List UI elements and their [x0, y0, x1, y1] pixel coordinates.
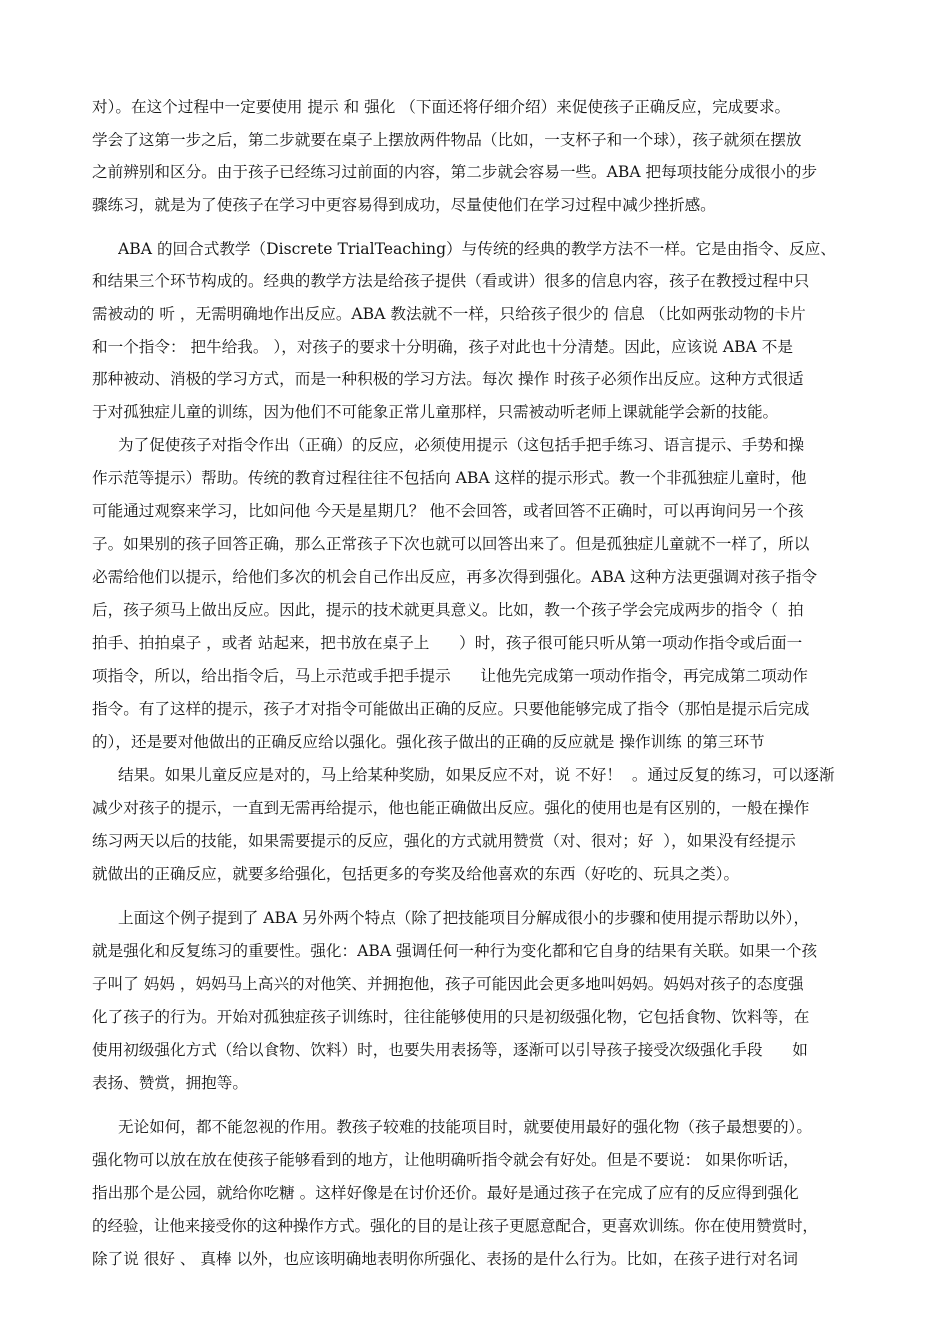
- text-line: 减少对孩子的提示，一直到无需再给提示，他也能正确做出反应。强化的使用也是有区别的，一般在操作: [92, 799, 810, 817]
- text-line: 和一个指令： 把牛给我。 ），对孩子的要求十分明确，孩子对此也十分清楚。因此，应该说 ABA 不是: [92, 338, 793, 356]
- text-line: ABA 的回合式教学（Discrete TrialTeaching）与传统的经典的教学方法不一样。它是由指令、反应、: [118, 240, 836, 258]
- text-line: 使用初级强化方式（给以食物、饮料）时，也要失用表扬等，逐渐可以引导孩子接受次级强化手段 如: [92, 1041, 808, 1059]
- text-line: 的），还是要对他做出的正确反应给以强化。强化孩子做出的正确的反应就是 操作训练 的第三环节: [92, 733, 765, 751]
- text-line: 化了孩子的行为。开始对孤独症孩子训练时，往往能够使用的只是初级强化物，它包括食物、饮料等，在: [92, 1008, 810, 1026]
- text-line: 对）。在这个过程中一定要使用 提示 和 强化 （下面还将仔细介绍）来促使孩子正确反应，完成要求。: [92, 98, 791, 116]
- text-line: 表扬、赞赏，拥抱等。: [92, 1074, 248, 1092]
- text-line: 骤练习，就是为了使孩子在学习中更容易得到成功，尽量使他们在学习过程中减少挫折感。: [92, 196, 716, 214]
- text-line: 强化物可以放在放在使孩子能够看到的地方，让他明确听指令就会有好处。但是不要说： 如果你听话，: [92, 1151, 799, 1169]
- text-line: 结果。如果儿童反应是对的，马上给某种奖励，如果反应不对，说 不好！ 。通过反复的练习，可以逐渐: [118, 766, 835, 784]
- text-line: 上面这个例子提到了 ABA 另外两个特点（除了把技能项目分解成很小的步骤和使用提示帮助以外），: [118, 909, 810, 927]
- text-line: 作示范等提示）帮助。传统的教育过程往往不包括向 ABA 这样的提示形式。教一个非孤独症儿童时，他: [92, 469, 807, 487]
- text-line: 子。如果别的孩子回答正确，那么正常孩子下次也就可以回答出来了。但是孤独症儿童就不一样了，所以: [92, 535, 810, 553]
- text-line: 为了促使孩子对指令作出（正确）的反应，必须使用提示（这包括手把手练习、语言提示、手势和操: [118, 436, 805, 454]
- text-line: 的经验，让他来接受你的这种操作方式。强化的目的是让孩子更愿意配合，更喜欢训练。你在使用赞赏时，: [92, 1217, 818, 1235]
- text-line: 就是强化和反复练习的重要性。强化：ABA 强调任何一种行为变化都和它自身的结果有关联。如果一个孩: [92, 942, 818, 960]
- text-line: 指令。有了这样的提示，孩子才对指令可能做出正确的反应。只要他能够完成了指令（那怕是提示后完成: [92, 700, 810, 718]
- text-line: 需被动的 听 ，无需明确地作出反应。ABA 教法就不一样，只给孩子很少的 信息 （比如两张动物的卡片: [92, 305, 806, 323]
- text-line: 拍手、拍拍桌子 ，或者 站起来，把书放在桌子上 ）时，孩子很可能只听从第一项动作指令或后面一: [92, 634, 803, 652]
- text-line: 和结果三个环节构成的。经典的教学方法是给孩子提供（看或讲）很多的信息内容，孩子在教授过程中只: [92, 272, 810, 290]
- text-line: 于对孤独症儿童的训练，因为他们不可能象正常儿童那样，只需被动听老师上课就能学会新的技能。: [92, 403, 779, 421]
- text-line: 那种被动、消极的学习方式，而是一种积极的学习方法。每次 操作 时孩子必须作出反应。这种方式很适: [92, 370, 804, 388]
- text-line: 就做出的正确反应，就要多给强化，包括更多的夸奖及给他喜欢的东西（好吃的、玩具之类）。: [92, 865, 740, 883]
- text-line: 子叫了 妈妈 ，妈妈马上高兴的对他笑、并拥抱他，孩子可能因此会更多地叫妈妈。妈妈对孩子的态度强: [92, 975, 804, 993]
- text-line: 除了说 很好 、 真棒 以外，也应该明确地表明你所强化、表扬的是什么行为。比如，在孩子进行对名词: [92, 1250, 798, 1268]
- text-line: 无论如何，都不能忽视的作用。教孩子较难的技能项目时，就要使用最好的强化物（孩子最想要的）。: [118, 1118, 812, 1136]
- text-line: 后，孩子须马上做出反应。因此，提示的技术就更具意义。比如，教一个孩子学会完成两步的指令（ 拍: [92, 601, 804, 619]
- text-line: 可能通过观察来学习，比如问他 今天是星期几？ 他不会回答，或者回答不正确时，可以再询问另一个孩: [92, 502, 804, 520]
- text-line: 必需给他们以提示，给他们多次的机会自己作出反应，再多次得到强化。ABA 这种方法更强调对孩子指令: [92, 568, 818, 586]
- text-line: 学会了这第一步之后，第二步就要在桌子上摆放两件物品（比如，一支杯子和一个球），孩子就须在摆放: [92, 131, 802, 149]
- text-line: 之前辨别和区分。由于孩子已经练习过前面的内容，第二步就会容易一些。ABA 把每项技能分成很小的步: [92, 163, 818, 181]
- text-line: 指出那个是公园，就给你吃糖 。这样好像是在讨价还价。最好是通过孩子在完成了应有的反应得到强化: [92, 1184, 799, 1202]
- text-line: 练习两天以后的技能，如果需要提示的反应，强化的方式就用赞赏（对、很对；好 ），如果没有经提示: [92, 832, 796, 850]
- text-line: 项指令，所以，给出指令后，马上示范或手把手提示 让他先完成第一项动作指令，再完成第二项动作: [92, 667, 808, 685]
